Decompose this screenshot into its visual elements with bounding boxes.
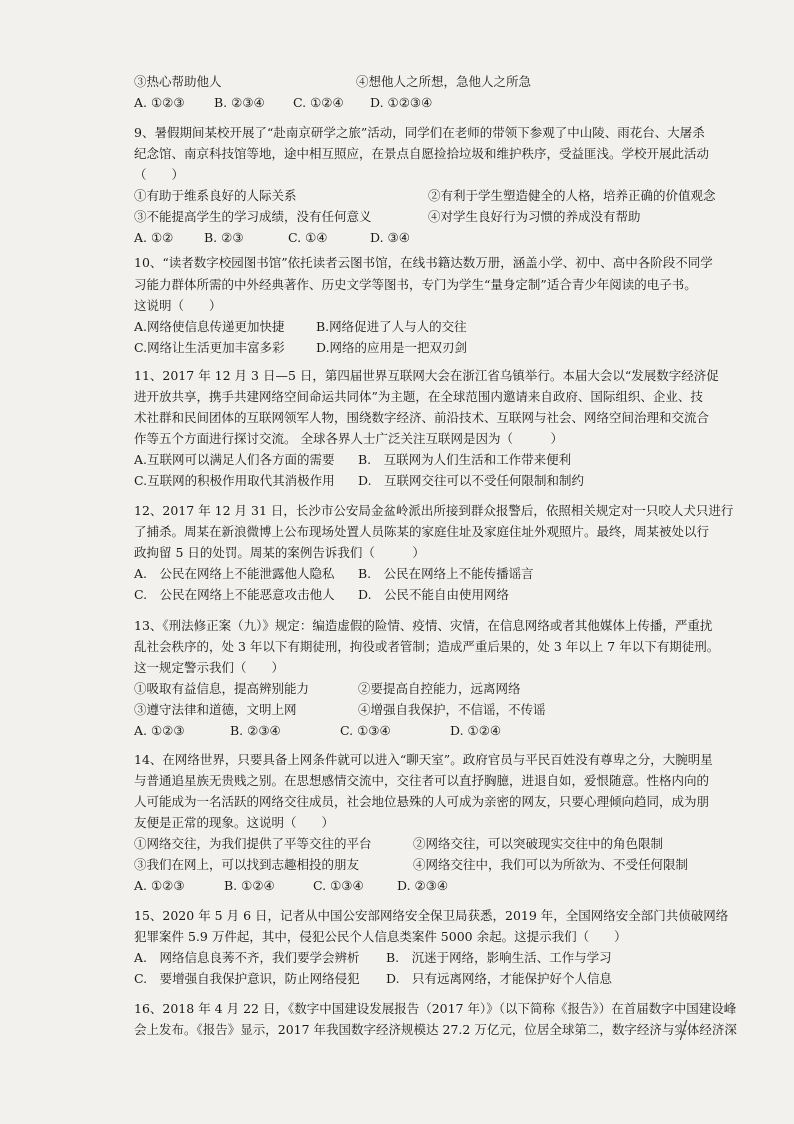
q14-choice-a: A. ①②③: [134, 878, 185, 893]
q8-choice-d: D. ①②③④: [370, 95, 433, 110]
q8-option-3: ③热心帮助他人: [134, 74, 222, 89]
q12-option-c: C. 公民在网络上不能恶意攻击他人: [134, 587, 335, 602]
q9-choice-c: C. ①④: [288, 230, 328, 245]
q11-option-d: D. 互联网交往可以不受任何限制和制约: [358, 473, 585, 488]
q15-option-a: A. 网络信息良莠不齐，我们要学会辨析: [134, 950, 360, 965]
q10-stem-line1: 10、“读者数字校园图书馆”依托读者云图书馆，在线书籍达数万册，涵盖小学、初中、高中各阶段不同学: [134, 255, 713, 270]
q13-choice-a: A. ①②③: [134, 723, 185, 738]
q13-option-2: ②要提高自控能力，远离网络: [358, 681, 521, 696]
q10-stem-line3: 这说明（ ）: [134, 298, 222, 313]
q10-option-d: D.网络的应用是一把双刃剑: [316, 340, 468, 355]
q13-stem-line1: 13、《刑法修正案（九）》规定：编造虚假的险情、疫情、灾情，在信息网络或者其他媒体上传播，严重扰: [134, 618, 713, 633]
q9-answer-paren: （ ）: [134, 167, 185, 182]
q15-option-c: C. 要增强自我保护意识，防止网络侵犯: [134, 971, 360, 986]
q9-option-1: ①有助于维系良好的人际关系: [134, 188, 297, 203]
q11-stem-line3: 术社群和民间团体的互联网领军人物，围绕数字经济、前沿技术、互联网与社会、网络空间治理和交流合: [134, 410, 710, 425]
q10-option-b: B.网络促进了人与人的交往: [316, 319, 467, 334]
q8-choice-b: B. ②③④: [214, 95, 265, 110]
q15-option-d: D. 只有远离网络，才能保护好个人信息: [386, 971, 613, 986]
q11-option-b: B. 互联网为人们生活和工作带来便利: [358, 452, 572, 467]
q10-option-a: A.网络使信息传递更加快捷: [134, 319, 285, 334]
q13-choice-b: B. ②③④: [230, 723, 281, 738]
q13-option-4: ④增强自我保护，不信谣，不传谣: [358, 702, 546, 717]
q14-option-4: ④网络交往中，我们可以为所欲为、不受任何限制: [413, 857, 689, 872]
q12-option-d: D. 公民不能自由使用网络: [358, 587, 510, 602]
q15-option-b: B. 沉迷于网络，影响生活、工作与学习: [386, 950, 612, 965]
q11-option-c: C.互联网的积极作用取代其消极作用: [134, 473, 335, 488]
q10-stem-line2: 习能力群体所需的中外经典著作、历史文学等图书，专门为学生“量身定制”适合青少年阅读的电子书。: [134, 277, 697, 292]
q14-option-3: ③我们在网上，可以找到志趣相投的朋友: [134, 857, 360, 872]
q16-stem-line2: 会上发布。《报告》显示，2017 年我国数字经济规模达 27.2 万亿元，位居全球第二，数字经济与实体经济深: [134, 1022, 737, 1037]
q8-option-4: ④想他人之所想，急他人之所急: [356, 74, 532, 89]
q13-stem-line2: 乱社会秩序的，处 3 年以下有期徒刑，拘役或者管制；造成严重后果的，处 3 年以上 7 年以下有期徒刑。: [134, 639, 720, 654]
q8-choice-c: C. ①②④: [293, 95, 344, 110]
q14-stem-line2: 与普通追星族无贵贱之别。在思想感情交流中，交往者可以直抒胸臆，进退自如，爱恨随意。性格内向的: [134, 773, 710, 788]
q14-option-2: ②网络交往，可以突破现实交往中的角色限制: [413, 836, 664, 851]
q14-stem-line3: 人可能成为一名活跃的网络交往成员，社会地位悬殊的人可成为亲密的网友，只要心理倾向趋同，成为朋: [134, 794, 710, 809]
q9-stem-line2: 纪念馆、南京科技馆等地，途中相互照应，在景点自愿捡拾垃圾和维护秩序，受益匪浅。学校开展此活动: [134, 146, 710, 161]
q9-choice-a: A. ①②: [134, 230, 174, 245]
q14-stem-line1: 14、在网络世界，只要具备上网条件就可以进入“聊天室”。政府官员与平民百姓没有尊卑之分，大腕明星: [134, 752, 713, 767]
q9-stem-line1: 9、暑假期间某校开展了“赴南京研学之旅”活动，同学们在老师的带领下参观了中山陵、雨花台、大屠杀: [134, 125, 705, 140]
q10-option-c: C.网络让生活更加丰富多彩: [134, 340, 285, 355]
q13-choice-c: C. ①③④: [340, 723, 391, 738]
q9-option-4: ④对学生良好行为习惯的养成没有帮助: [428, 209, 641, 224]
q13-option-3: ③遵守法律和道德，文明上网: [134, 702, 297, 717]
q14-choice-d: D. ②③④: [397, 878, 449, 893]
q13-stem-line3: 这一规定警示我们（ ）: [134, 660, 285, 675]
q12-stem-line2: 了捕杀。周某在新浪微博上公布现场处置人员陈某的家庭住址及家庭住址外观照片。最终，周某被处以行: [134, 524, 710, 539]
q15-stem-line2: 犯罪案件 5.9 万件起，其中，侵犯公民个人信息类案件 5000 余起。这提示我们（ ）: [134, 929, 627, 944]
q9-choice-d: D. ③④: [370, 230, 410, 245]
q8-choice-a: A. ①②③: [134, 95, 185, 110]
q11-stem-line4: 作等五个方面进行探讨交流。 全球各界人士广泛关注互联网是因为（ ）: [134, 431, 563, 446]
q13-choice-d: D. ①②④: [450, 723, 502, 738]
q13-option-1: ①吸取有益信息，提高辨别能力: [134, 681, 310, 696]
q9-option-3: ③不能提高学生的学习成绩，没有任何意义: [134, 209, 372, 224]
q9-option-2: ②有利于学生塑造健全的人格，培养正确的价值观念: [428, 188, 716, 203]
q14-option-1: ①网络交往，为我们提供了平等交往的平台: [134, 836, 372, 851]
q11-stem-line2: 进开放共享，携手共建网络空间命运共同体”为主题，在全球范围内邀请来自政府、国际组织、企业、技: [134, 389, 703, 404]
q14-choice-c: C. ①③④: [313, 878, 364, 893]
q14-choice-b: B. ①②④: [224, 878, 275, 893]
q12-stem-line1: 12、2017 年 12 月 31 日，长沙市公安局金盆岭派出所接到群众报警后，依照相关规定对一只咬人犬只进行: [134, 503, 734, 518]
q11-stem-line1: 11、2017 年 12 月 3 日—5 日，第四届世界互联网大会在浙江省乌镇举行。本届大会以“发展数字经济促: [134, 368, 719, 383]
q16-stem-line1: 16、2018 年 4 月 22 日，《数字中国建设发展报告（2017 年）》（以下简称《报告》）在首届数字中国建设峰: [134, 1001, 737, 1016]
q15-stem-line1: 15、2020 年 5 月 6 日，记者从中国公安部网络安全保卫局获悉，2019 年，全国网络安全部门共侦破网络: [134, 908, 729, 923]
q12-option-a: A. 公民在网络上不能泄露他人隐私: [134, 566, 335, 581]
q12-option-b: B. 公民在网络上不能传播谣言: [358, 566, 534, 581]
q9-choice-b: B. ②③: [204, 230, 244, 245]
q12-stem-line3: 政拘留 5 日的处罚。周某的案例告诉我们（ ）: [134, 545, 425, 560]
q11-option-a: A.互联网可以满足人们各方面的需要: [134, 452, 335, 467]
q14-stem-line4: 友便是正常的现象。这说明（ ）: [134, 815, 335, 830]
